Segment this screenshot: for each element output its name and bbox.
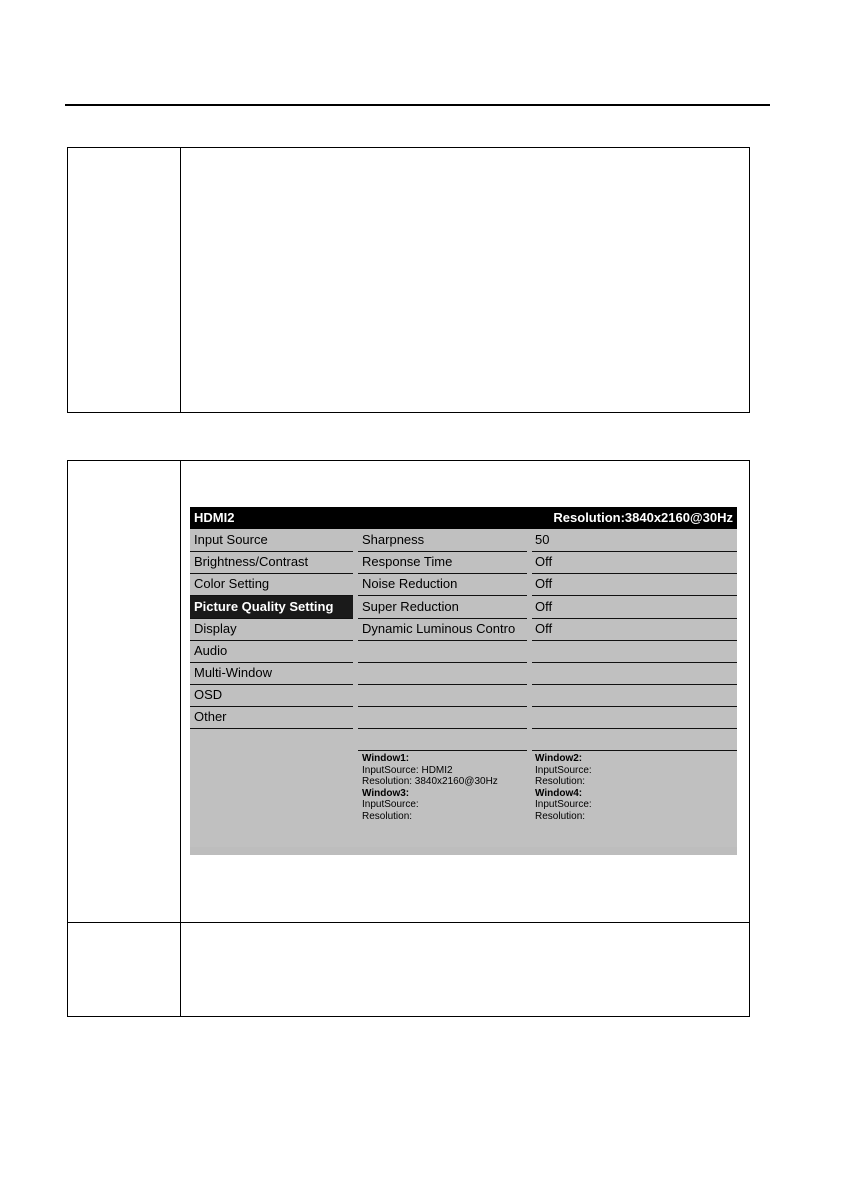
menu-item-osd[interactable]: OSD	[194, 687, 223, 702]
menu-item-input-source[interactable]: Input Source	[194, 532, 268, 547]
osd-row-separator	[358, 706, 527, 707]
osd-row-separator	[358, 750, 527, 751]
menu-item-picture-quality-setting[interactable]: Picture Quality Setting	[190, 596, 353, 618]
window2-title: Window2:	[535, 753, 583, 764]
window2-input: InputSource:	[535, 764, 592, 776]
submenu-sharpness[interactable]: Sharpness	[362, 532, 425, 547]
submenu-dynamic-luminous-control[interactable]: Dynamic Luminous Contro	[362, 621, 516, 636]
window3-title: Window3:	[362, 787, 410, 799]
menu-item-multi-window[interactable]: Multi-Window	[194, 665, 273, 680]
window3-resolution: Resolution:	[362, 810, 413, 822]
value-noise-reduction: Off	[535, 576, 553, 591]
window2-resolution: Resolution:	[535, 776, 586, 788]
window4-input: InputSource:	[535, 799, 592, 811]
window-info-right	[535, 753, 592, 823]
menu-item-other[interactable]: Other	[194, 709, 227, 724]
description-box-top	[67, 147, 750, 413]
window4-resolution: Resolution:	[535, 810, 586, 822]
window1-title: Window1:	[362, 753, 410, 764]
menu-item-display[interactable]: Display	[194, 621, 237, 636]
osd-row-separator	[358, 662, 527, 663]
window4-title: Window4:	[535, 787, 583, 799]
window1-input: InputSource: HDMI2	[362, 764, 453, 776]
osd-menu	[190, 507, 737, 855]
submenu-noise-reduction[interactable]: Noise Reduction	[362, 576, 458, 591]
osd-row-separator	[358, 728, 527, 729]
window-info-left	[362, 753, 498, 823]
value-super-reduction: Off	[535, 599, 553, 614]
osd-row-separator	[532, 662, 737, 663]
osd-row-separator	[532, 684, 737, 685]
column-divider	[180, 148, 181, 412]
osd-row-separator	[532, 706, 737, 707]
value-response-time: Off	[535, 554, 553, 569]
osd-status-bar	[190, 847, 737, 855]
window1-resolution: Resolution: 3840x2160@30Hz	[362, 776, 498, 788]
osd-row-separator	[532, 728, 737, 729]
menu-item-audio[interactable]: Audio	[194, 643, 228, 658]
osd-row-separator	[358, 640, 527, 641]
header-rule	[65, 104, 770, 106]
column-divider	[180, 461, 181, 1016]
submenu-super-reduction[interactable]: Super Reduction	[362, 599, 459, 614]
window3-input: InputSource:	[362, 799, 419, 811]
value-dynamic-luminous-control: Off	[535, 621, 553, 636]
submenu-response-time[interactable]: Response Time	[362, 554, 453, 569]
osd-source-label: HDMI2	[194, 510, 235, 525]
osd-row-separator	[532, 750, 737, 751]
osd-row-separator	[532, 640, 737, 641]
osd-row-separator	[190, 728, 353, 729]
osd-resolution-label: Resolution:3840x2160@30Hz	[553, 510, 733, 525]
osd-header	[190, 507, 737, 529]
row-divider	[68, 922, 749, 923]
value-sharpness: 50	[535, 532, 550, 547]
menu-item-brightness-contrast[interactable]: Brightness/Contrast	[194, 554, 309, 569]
osd-row-separator	[358, 684, 527, 685]
menu-item-color-setting[interactable]: Color Setting	[194, 576, 270, 591]
